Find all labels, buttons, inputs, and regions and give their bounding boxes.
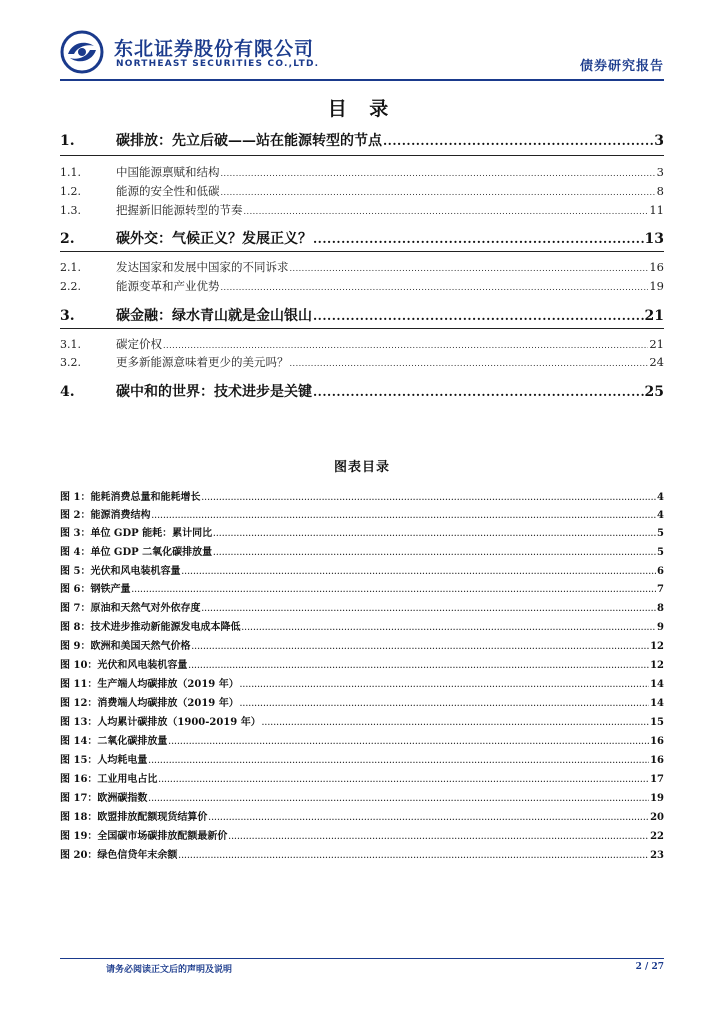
figure-entry-page: 4 xyxy=(657,492,664,503)
toc-leader-dots xyxy=(290,264,649,273)
company-name-en: NORTHEAST SECURITIES CO.,LTD. xyxy=(116,59,320,69)
toc-entry-page: 3 xyxy=(654,133,664,149)
toc-entry-page: 25 xyxy=(644,384,664,400)
figure-entry-label: 图 4：单位 GDP 二氧化碳排放量 xyxy=(60,547,213,558)
figure-entry-page: 15 xyxy=(650,717,664,728)
toc-entry-number: 1.3. xyxy=(60,204,81,217)
toc-leader-dots xyxy=(244,207,649,216)
figure-entry[interactable] xyxy=(60,808,664,823)
footer-disclaimer: 请务必阅读正文后的声明及说明 xyxy=(106,965,233,975)
figure-entry-page: 16 xyxy=(650,755,664,766)
toc-entry-title: 能源变革和产业优势 xyxy=(116,279,220,293)
section-divider xyxy=(60,251,664,252)
toc-leader-dots xyxy=(131,585,656,594)
toc-leader-dots xyxy=(313,385,644,399)
toc-entry[interactable] xyxy=(60,183,664,199)
company-name-cn: 东北证券股份有限公司 xyxy=(114,38,315,60)
toc-leader-dots xyxy=(290,359,649,368)
toc-entry-title: 碳外交：气候正义？发展正义？ xyxy=(116,231,312,247)
toc-entry[interactable] xyxy=(60,130,664,150)
figure-entry-label: 图 9：欧洲和美国天然气价格 xyxy=(60,641,191,652)
page-header xyxy=(60,30,664,78)
toc-leader-dots xyxy=(241,623,656,632)
toc-leader-dots xyxy=(201,604,656,613)
toc-leader-dots xyxy=(213,548,656,557)
toc-leader-dots xyxy=(191,642,649,651)
toc-entry-number: 4. xyxy=(60,384,75,400)
toc-entry[interactable] xyxy=(60,278,664,294)
toc-leader-dots xyxy=(148,756,649,765)
toc-entry-page: 21 xyxy=(644,308,664,324)
toc-entry-number: 2. xyxy=(60,231,75,247)
toc-entry-number: 3. xyxy=(60,308,75,324)
toc-entry[interactable] xyxy=(60,164,664,180)
toc-entry-title: 更多新能源意味着更少的美元吗？ xyxy=(116,355,289,369)
toc-leader-dots xyxy=(201,493,656,502)
figure-entry-label: 图 13：人均累计碳排放（1900-2019 年） xyxy=(60,717,261,728)
toc-leader-dots xyxy=(213,529,656,538)
report-type: 债券研究报告 xyxy=(579,59,664,74)
toc-leader-dots xyxy=(383,134,653,148)
toc-entry[interactable] xyxy=(60,259,664,275)
toc-entry-number: 1.2. xyxy=(60,185,81,198)
figure-entry-label: 图 10：光伏和风电装机容量 xyxy=(60,660,188,671)
figure-entry[interactable] xyxy=(60,543,664,558)
toc-entry-title: 碳定价权 xyxy=(116,337,162,351)
figure-entry-label: 图 14：二氧化碳排放量 xyxy=(60,736,168,747)
figure-entry-label: 图 1：能耗消费总量和能耗增长 xyxy=(60,492,201,503)
figure-entry[interactable] xyxy=(60,562,664,577)
figure-entry[interactable] xyxy=(60,637,664,652)
figure-entry-page: 16 xyxy=(650,736,664,747)
figure-entry-label: 图 11：生产端人均碳排放（2019 年） xyxy=(60,679,239,690)
toc-entry[interactable] xyxy=(60,228,664,248)
toc-entry-number: 2.2. xyxy=(60,280,81,293)
figure-entry[interactable] xyxy=(60,506,664,521)
figure-entry-label: 图 3：单位 GDP 能耗：累计同比 xyxy=(60,528,213,539)
toc-entry-title: 碳排放：先立后破——站在能源转型的节点 xyxy=(116,133,382,149)
figure-entry[interactable] xyxy=(60,732,664,747)
toc-entry-title: 中国能源禀赋和结构 xyxy=(116,165,220,179)
toc-entry-page: 8 xyxy=(656,184,664,198)
figure-entry-page: 8 xyxy=(657,603,664,614)
figure-entry-page: 12 xyxy=(650,641,664,652)
toc-leader-dots xyxy=(148,794,649,803)
figure-entry-label: 图 17：欧洲碳指数 xyxy=(60,793,148,804)
toc-leader-dots xyxy=(208,813,649,822)
figure-entry[interactable] xyxy=(60,675,664,690)
figure-entry-page: 23 xyxy=(650,850,664,861)
toc-entry[interactable] xyxy=(60,354,664,370)
figure-entry-page: 14 xyxy=(650,698,664,709)
toc-leader-dots xyxy=(188,661,649,670)
figure-entry-page: 5 xyxy=(657,547,664,558)
toc-entry-title: 把握新旧能源转型的节奏 xyxy=(116,203,243,217)
toc-leader-dots xyxy=(240,699,649,708)
toc-entry-page: 3 xyxy=(656,165,664,179)
section-divider xyxy=(60,328,664,329)
figure-entry-page: 22 xyxy=(650,831,664,842)
figure-entry[interactable] xyxy=(60,488,664,503)
figure-entry-label: 图 7：原油和天然气对外依存度 xyxy=(60,603,201,614)
toc-entry-title: 能源的安全性和低碳 xyxy=(116,184,220,198)
toc-leader-dots xyxy=(262,718,649,727)
figure-entry-page: 7 xyxy=(657,584,664,595)
figure-entry[interactable] xyxy=(60,751,664,766)
toc-leader-dots xyxy=(181,567,656,576)
toc-leader-dots xyxy=(168,737,649,746)
figure-entry-page: 17 xyxy=(650,774,664,785)
figure-entry-label: 图 20：绿色信贷年末余额 xyxy=(60,850,178,861)
toc-entry-number: 1.1. xyxy=(60,166,81,179)
figure-entry[interactable] xyxy=(60,694,664,709)
figure-entry[interactable] xyxy=(60,618,664,633)
figure-entry[interactable] xyxy=(60,599,664,614)
figure-entry[interactable] xyxy=(60,524,664,539)
figure-entry-label: 图 18：欧盟排放配额现货结算价 xyxy=(60,812,208,823)
toc-entry[interactable] xyxy=(60,202,664,218)
figure-entry[interactable] xyxy=(60,713,664,728)
figure-entry-label: 图 6：钢铁产量 xyxy=(60,584,131,595)
figure-entry[interactable] xyxy=(60,656,664,671)
figure-entry-page: 9 xyxy=(657,622,664,633)
page-number: 2 / 27 xyxy=(635,962,664,972)
toc-entry[interactable] xyxy=(60,336,664,352)
figure-entry[interactable] xyxy=(60,580,664,595)
toc-leader-dots xyxy=(178,851,649,860)
toc-entry-page: 19 xyxy=(649,279,664,293)
toc-entry-page: 21 xyxy=(649,337,664,351)
toc-leader-dots xyxy=(221,283,649,292)
toc-leader-dots xyxy=(240,680,649,689)
figure-entry[interactable] xyxy=(60,770,664,785)
toc-title: 目 录 xyxy=(327,98,397,120)
toc-leader-dots xyxy=(151,511,656,520)
toc-entry-number: 2.1. xyxy=(60,261,81,274)
figure-entry-label: 图 2：能源消费结构 xyxy=(60,510,151,521)
toc-entry[interactable] xyxy=(60,381,664,401)
toc-leader-dots xyxy=(228,832,649,841)
figure-entry-label: 图 19：全国碳市场碳排放配额最新价 xyxy=(60,831,228,842)
footer-divider xyxy=(60,958,664,959)
toc-leader-dots xyxy=(313,232,644,246)
figure-entry-label: 图 15：人均耗电量 xyxy=(60,755,148,766)
toc-entry-number: 3.2. xyxy=(60,356,81,369)
figure-entry[interactable] xyxy=(60,789,664,804)
figure-entry-page: 19 xyxy=(650,793,664,804)
figure-entry-page: 6 xyxy=(657,566,664,577)
toc-leader-dots xyxy=(163,341,648,350)
company-logo-icon xyxy=(60,30,104,74)
toc-entry-page: 13 xyxy=(644,231,664,247)
figure-entry-label: 图 5：光伏和风电装机容量 xyxy=(60,566,181,577)
figure-entry-page: 4 xyxy=(657,510,664,521)
figure-entry-page: 14 xyxy=(650,679,664,690)
toc-entry-title: 发达国家和发展中国家的不同诉求 xyxy=(116,260,289,274)
figures-index-title: 图表目录 xyxy=(333,460,390,475)
toc-entry-number: 3.1. xyxy=(60,338,81,351)
section-divider xyxy=(60,155,664,156)
toc-leader-dots xyxy=(221,169,656,178)
figure-entry-page: 12 xyxy=(650,660,664,671)
figure-entry-label: 图 16：工业用电占比 xyxy=(60,774,158,785)
header-divider xyxy=(60,79,664,81)
figure-entry-page: 5 xyxy=(657,528,664,539)
toc-entry-title: 碳中和的世界：技术进步是关键 xyxy=(116,384,312,400)
figure-entry-label: 图 12：消费端人均碳排放（2019 年） xyxy=(60,698,239,709)
toc-leader-dots xyxy=(221,188,656,197)
toc-entry-page: 11 xyxy=(649,203,664,217)
figure-entry-page: 20 xyxy=(650,812,664,823)
toc-entry-page: 24 xyxy=(649,355,664,369)
figure-entry[interactable] xyxy=(60,846,664,861)
toc-leader-dots xyxy=(313,309,644,323)
toc-entry[interactable] xyxy=(60,305,664,325)
figure-entry-label: 图 8：技术进步推动新能源发电成本降低 xyxy=(60,622,241,633)
toc-leader-dots xyxy=(158,775,649,784)
figure-entry[interactable] xyxy=(60,827,664,842)
toc-entry-page: 16 xyxy=(649,260,664,274)
toc-entry-number: 1. xyxy=(60,133,75,149)
toc-entry-title: 碳金融：绿水青山就是金山银山 xyxy=(116,308,312,324)
